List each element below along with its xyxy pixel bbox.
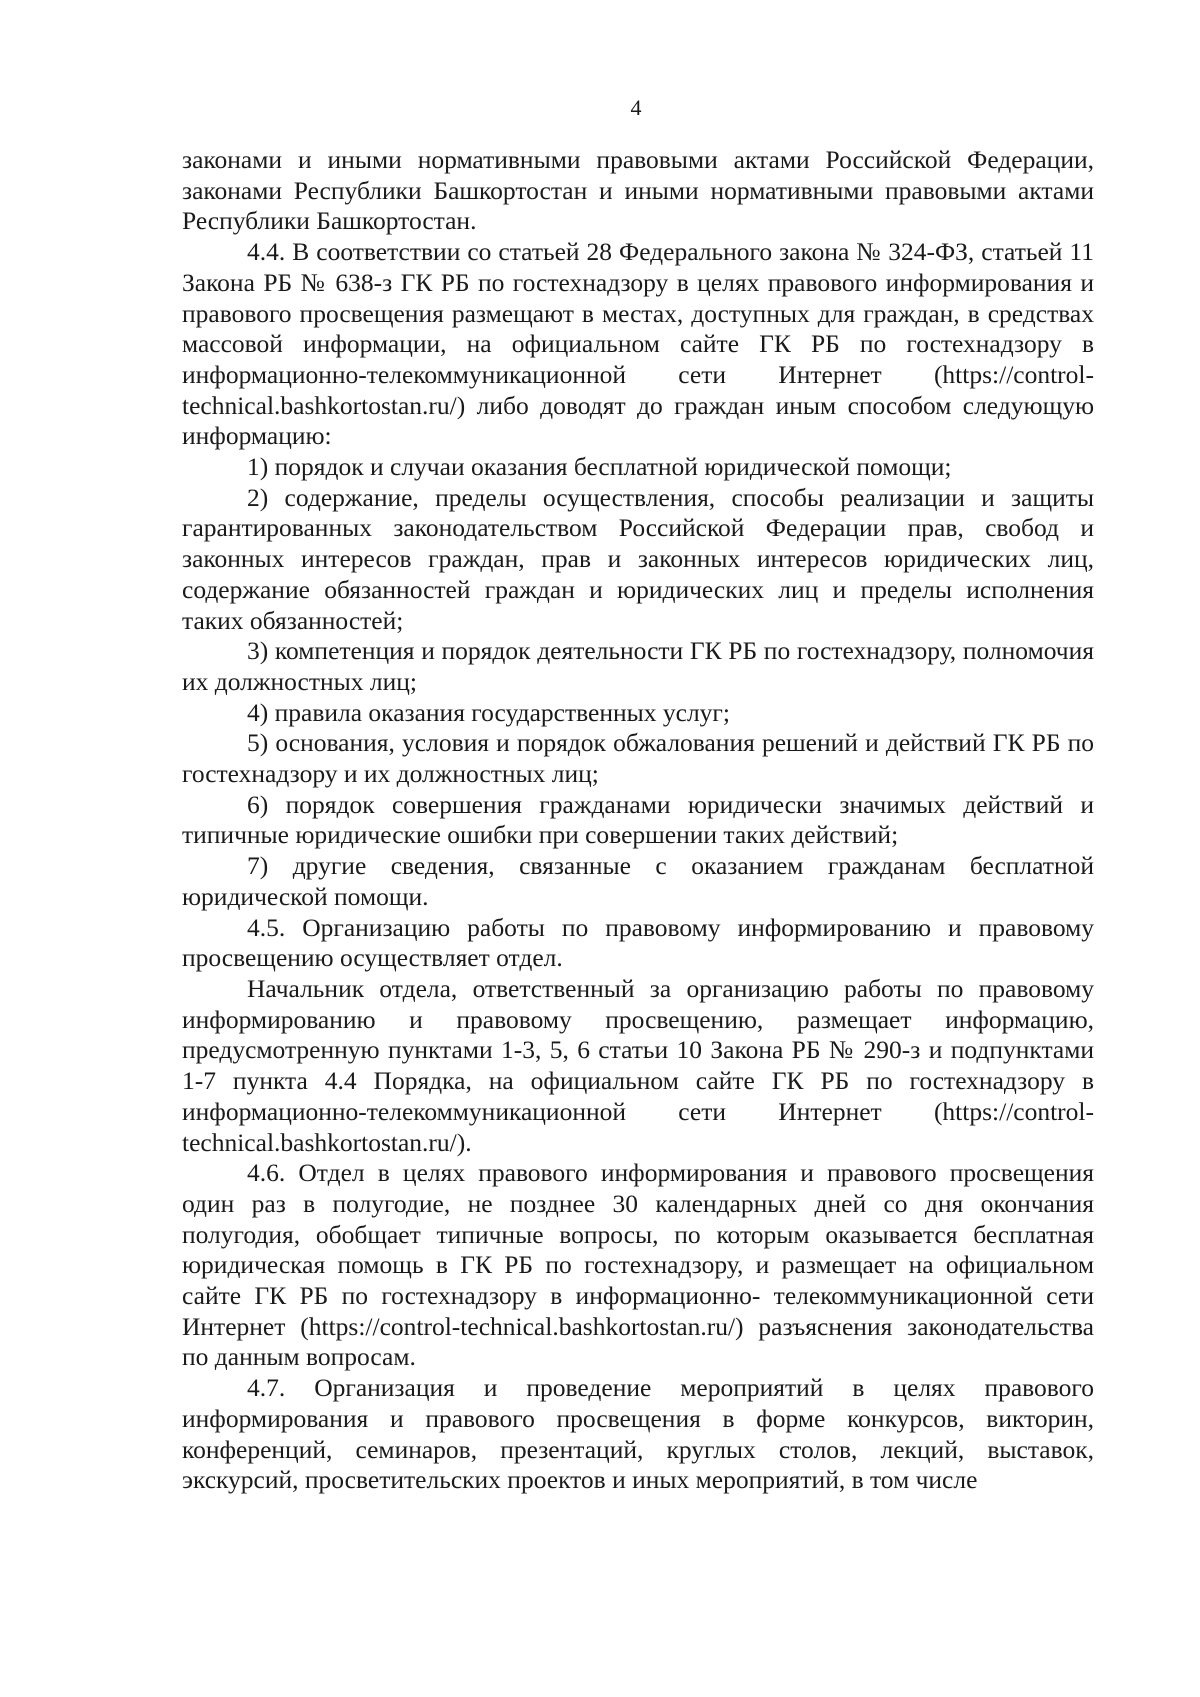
paragraph-department-head: Начальник отдела, ответственный за организацию работы по правовому информированию и правовому просвещению, размещает информацию, предусмотренную пунктами 1-3, 5, 6 статьи 10 Закона РБ № 290-з и подпунктами 1-7 пункта 4.4 Порядка, на официальном сайте ГК РБ по гостехнадзору в информационно-телекоммуникационной сети Интернет (https://control-technical.bashkortostan.ru/).	[182, 973, 1094, 1157]
list-item-1: 1) порядок и случаи оказания бесплатной юридической помощи;	[247, 452, 952, 482]
list-item-5: 5) основания, условия и порядок обжалования решений и действий ГК РБ по гостехнадзору и их должностных лиц;	[182, 728, 1094, 789]
list-item-4: 4) правила оказания государственных услуг;	[247, 697, 730, 727]
list-item-2: 2) содержание, пределы осуществления, способы реализации и защиты гарантированных законодательством Российской Федерации прав, свобод и законных интересов граждан, прав и законных интересов юридических лиц, содержание обязанностей граждан и юридических лиц и пределы исполнения таких обязанностей;	[182, 482, 1094, 635]
paragraph-continuation: законами и иными нормативными правовыми актами Российской Федерации, законами Республики Башкортостан и иными нормативными правовыми актами Республики Башкортостан.	[182, 145, 1094, 236]
list-item-6: 6) порядок совершения гражданами юридически значимых действий и типичные юридические ошибки при совершении таких действий;	[182, 789, 1094, 850]
document-body	[182, 145, 1094, 1496]
list-item-7: 7) другие сведения, связанные с оказанием гражданам бесплатной юридической помощи.	[182, 851, 1094, 911]
paragraph-4-6: 4.6. Отдел в целях правового информирования и правового просвещения один раз в полугодие, не позднее 30 календарных дней со дня окончания полугодия, обобщает типичные вопросы, по которым оказывается бесплатная юридическая помощь в ГК РБ по гостехнадзору, и размещает на официальном сайте ГК РБ по гостехнадзору в информационно- телекоммуникационной сети Интернет (https://control-technical.bashkortostan.ru/) разъяснения законодательства по данным вопросам.	[182, 1158, 1094, 1372]
page-number: 4	[630, 95, 642, 120]
paragraph-4-4: 4.4. В соответствии со статьей 28 Федерального закона № 324-ФЗ, статьей 11 Закона РБ № 638-з ГК РБ по гостехнадзору в целях правового информирования и правового просвещения размещают в местах, доступных для граждан, в средствах массовой информации, на официальном сайте ГК РБ по гостехнадзору в информационно-телекоммуникационной сети Интернет (https://control-technical.bashkortostan.ru/) либо доводят до граждан иным способом следующую информацию:	[182, 237, 1094, 451]
paragraph-4-7: 4.7. Организация и проведение мероприятий в целях правового информирования и правового просвещения в форме конкурсов, викторин, конференций, семинаров, презентаций, круглых столов, лекций, выставок, экскурсий, просветительских проектов и иных мероприятий, в том числе	[182, 1373, 1094, 1495]
paragraph-4-5: 4.5. Организацию работы по правовому информированию и правовому просвещению осуществляет отдел.	[182, 912, 1094, 973]
list-item-3: 3) компетенция и порядок деятельности ГК РБ по гостехнадзору, полномочия их должностных лиц;	[182, 636, 1094, 696]
